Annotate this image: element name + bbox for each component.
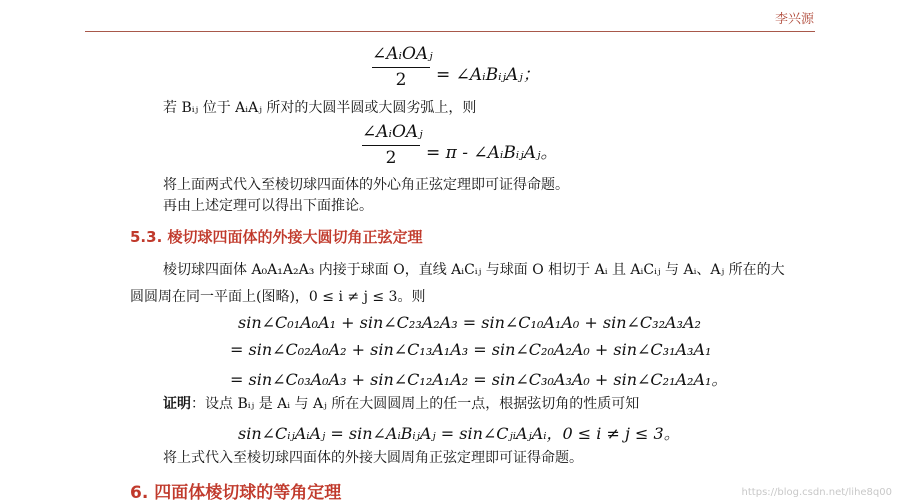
fraction-1-denominator: 2 — [395, 70, 407, 90]
fraction-1-rhs: = ∠AᵢBᵢⱼAⱼ； — [436, 65, 540, 85]
equation-line-4: sin∠CᵢⱼAᵢAⱼ = sin∠AᵢBᵢⱼAⱼ = sin∠CⱼᵢAⱼAᵢ，0 ≤ i ≠ j ≤ 3。 — [238, 424, 680, 443]
fraction-2 — [362, 122, 423, 168]
paragraph-3: 再由上述定理可以得出下面推论。 — [163, 198, 373, 214]
equation-line-3: = sin∠C₀₃A₀A₃ + sin∠C₁₂A₁A₂ = sin∠C₃₀A₃A₀ + sin∠C₂₁A₂A₁。 — [230, 370, 728, 389]
paragraph-1: 若 Bᵢⱼ 位于 AᵢAⱼ 所对的大圆半圆或大圆劣弧上，则 — [163, 100, 477, 116]
section-heading-5-3: 5.3. 棱切球四面体的外接大圆切角正弦定理 — [130, 228, 423, 246]
proof-label: 证明 — [163, 396, 191, 412]
fraction-1-numerator: ∠AᵢOAⱼ — [372, 44, 433, 64]
fraction-2-denominator: 2 — [385, 148, 397, 168]
paragraph-4: 棱切球四面体 A₀A₁A₂A₃ 内接于球面 O，直线 AᵢCᵢⱼ 与球面 O 相切于 Aᵢ 且 AᵢCᵢⱼ 与 Aᵢ、Aⱼ 所在的大 — [163, 262, 785, 278]
header-rule — [85, 31, 815, 32]
header-author: 李兴源 — [774, 12, 814, 27]
section-heading-6: 6. 四面体棱切球的等角定理 — [130, 483, 342, 503]
watermark: https://blog.csdn.net/lihe8q00 — [741, 487, 892, 498]
paragraph-5: 圆圆周在同一平面上(图略)，0 ≤ i ≠ j ≤ 3。则 — [130, 289, 426, 305]
fraction-2-bar — [362, 145, 420, 146]
equation-line-1: sin∠C₀₁A₀A₁ + sin∠C₂₃A₂A₃ = sin∠C₁₀A₁A₀ + sin∠C₃₂A₃A₂ — [238, 313, 701, 332]
fraction-1 — [372, 44, 433, 90]
paragraph-6: 将上式代入至棱切球四面体的外接大圆周角正弦定理即可证得命题。 — [163, 450, 583, 466]
equation-line-2: = sin∠C₀₂A₀A₂ + sin∠C₁₃A₁A₃ = sin∠C₂₀A₂A₀ + sin∠C₃₁A₃A₁ — [230, 340, 712, 359]
proof-text: ：设点 Bᵢⱼ 是 Aᵢ 与 Aⱼ 所在大圆圆周上的任一点，根据弦切角的性质可知 — [191, 396, 640, 412]
fraction-1-bar — [372, 67, 430, 68]
paragraph-2: 将上面两式代入至棱切球四面体的外心角正弦定理即可证得命题。 — [163, 177, 569, 193]
fraction-2-rhs: = π - ∠AᵢBᵢⱼAⱼ。 — [426, 143, 558, 163]
proof-paragraph — [163, 393, 639, 413]
fraction-2-numerator: ∠AᵢOAⱼ — [362, 122, 423, 142]
